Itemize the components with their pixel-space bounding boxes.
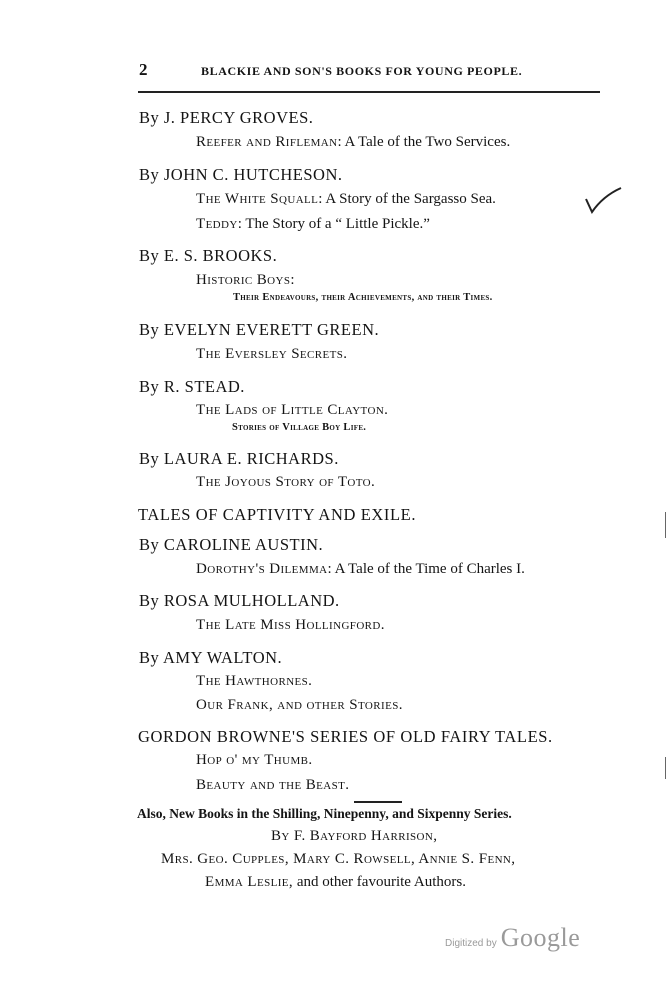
author-name: AMY WALTON. <box>162 648 283 667</box>
by-label: By <box>139 108 160 127</box>
checkmark-icon <box>583 186 623 216</box>
page-number: 2 <box>139 60 148 79</box>
book-title <box>196 474 375 491</box>
book-title <box>196 697 403 714</box>
google-watermark <box>445 923 580 953</box>
book-title-name: Teddy <box>196 216 238 232</box>
by-label: By <box>139 165 160 184</box>
book-title-rest: : A Tale of the Time of Charles I. <box>327 561 525 577</box>
running-header: BLACKIE AND SON'S BOOKS FOR YOUNG PEOPLE. <box>201 64 523 78</box>
book-title-name: The Hawthornes. <box>196 673 313 689</box>
footer-last-line <box>205 874 466 891</box>
book-title <box>196 617 385 634</box>
book-title <box>196 752 313 769</box>
book-title-name: The Lads of Little Clayton. <box>196 402 389 418</box>
book-title-rest: : The Story of a “ Little Pickle.” <box>237 216 430 232</box>
author-name: ROSA MULHOLLAND. <box>163 591 340 610</box>
footer-by-line: By F. Bayford Harrison, <box>271 828 438 844</box>
book-title <box>196 272 295 289</box>
by-label: By <box>139 449 160 468</box>
book-title <box>196 402 388 419</box>
section-heading: GORDON BROWNE'S SERIES OF OLD FAIRY TALES. <box>138 727 553 746</box>
book-title-name: The Joyous Story of Toto. <box>196 474 376 490</box>
author-name: EVELYN EVERETT GREEN. <box>163 320 380 339</box>
author-line <box>139 648 282 668</box>
footer-last-line-rest: and other favourite Authors. <box>293 874 466 890</box>
author-line <box>139 591 340 611</box>
author-line <box>139 246 277 266</box>
by-label: By <box>139 377 160 396</box>
author-name: J. PERCY GROVES. <box>163 108 314 127</box>
book-title <box>196 346 347 363</box>
footer-author-name: Emma Leslie, <box>205 874 294 890</box>
book-title <box>196 191 496 208</box>
by-label: By <box>139 246 160 265</box>
digitized-label: Digitized by <box>445 938 497 949</box>
footer-authors-line: Mrs. Geo. Cupples, Mary C. Rowsell, Annie S. Fenn, <box>161 851 516 867</box>
footer-announcement: Also, New Books in the Shilling, Ninepenny, and Sixpenny Series. <box>137 806 512 821</box>
book-title-name: The Eversley Secrets. <box>196 346 348 362</box>
book-subtitle: Their Endeavours, their Achievements, and their Times. <box>233 292 493 303</box>
footer-rule <box>354 801 402 803</box>
book-title-rest: : A Story of the Sargasso Sea. <box>318 191 496 207</box>
author-line <box>139 377 245 397</box>
author-line <box>139 449 339 469</box>
author-line <box>139 320 379 340</box>
book-title <box>196 134 510 151</box>
author-name: JOHN C. HUTCHESON. <box>163 165 343 184</box>
book-subtitle: Stories of Village Boy Life. <box>232 422 367 433</box>
by-label: By <box>139 535 160 554</box>
book-title-name: Hop o' my Thumb. <box>196 752 313 768</box>
book-title <box>196 561 525 578</box>
author-line <box>139 108 313 128</box>
book-title-name: Our Frank, and other Stories. <box>196 697 403 713</box>
book-title-name: The Late Miss Hollingford. <box>196 617 385 633</box>
book-title <box>196 216 430 233</box>
book-title-rest: : A Tale of the Two Services. <box>337 134 511 150</box>
scan-artifact <box>665 512 666 538</box>
header-rule <box>138 91 600 93</box>
book-title-name: The White Squall <box>196 191 319 207</box>
author-name: CAROLINE AUSTIN. <box>163 535 324 554</box>
by-label: By <box>139 591 160 610</box>
book-title-name: Dorothy's Dilemma <box>196 561 328 577</box>
google-logo: Google <box>500 923 581 952</box>
book-title-name: Reefer and Rifleman <box>196 134 338 150</box>
book-title-name: Historic Boys: <box>196 272 295 288</box>
scan-artifact <box>665 757 666 779</box>
book-title-name: Beauty and the Beast. <box>196 777 350 793</box>
book-title <box>196 673 312 690</box>
book-title <box>196 777 349 794</box>
section-heading: TALES OF CAPTIVITY AND EXILE. <box>138 505 417 524</box>
by-label: By <box>139 320 160 339</box>
author-line <box>139 165 342 185</box>
author-name: E. S. BROOKS. <box>163 246 278 265</box>
author-name: R. STEAD. <box>163 377 245 396</box>
author-line <box>139 535 323 555</box>
author-name: LAURA E. RICHARDS. <box>163 449 339 468</box>
by-label: By <box>139 648 160 667</box>
